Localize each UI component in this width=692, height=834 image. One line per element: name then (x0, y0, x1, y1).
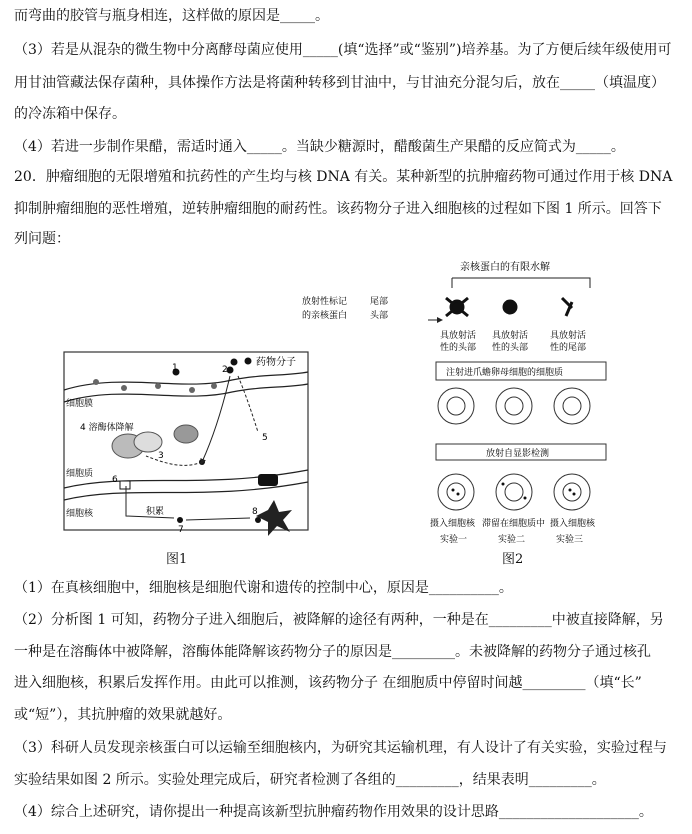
step-number: 5 (262, 433, 268, 443)
step-number: 8 (252, 507, 258, 517)
text-line: 20．肿瘤细胞的无限增殖和抗药性的产生均与核 DNA 有关。某种新型的抗肿瘤药物可通过作用于核 DNA (14, 169, 673, 185)
text-line: （3）科研人员发现亲核蛋白可以运输至细胞核内，为研究其运输机理，有人设计了有关实验，实验过程与 (14, 740, 667, 756)
step-number: 1 (172, 363, 178, 373)
result-label: 摄入细胞核 (430, 519, 476, 529)
figure-1 (62, 350, 312, 546)
result-label: 摄入细胞核 (550, 519, 596, 529)
label-membrane: 细胞膜 (66, 399, 94, 409)
experiment-label: 实验一 (440, 535, 468, 545)
result-label: 滞留在细胞质中 (482, 519, 546, 529)
text-line: 一种是在溶酶体中被降解，溶酶体能降解该药物分子的原因是_________。未被降解的药物分子通过核孔 (14, 644, 651, 660)
fig2-top-label: 亲核蛋白的有限水解 (460, 262, 550, 273)
box-autoradiography: 放射自显影检测 (486, 449, 550, 459)
step-number: 7 (178, 525, 184, 535)
text-line: （3）若是从混杂的微生物中分离酵母菌应使用_____(填“选择”或“鉴别”)培养基。为了方便后续年级使用可 (14, 42, 672, 58)
fig2-tail-label: 尾部 (370, 297, 389, 307)
col-label: 性的头部 (492, 343, 529, 353)
fig2-left-label: 放射性标记 (302, 297, 348, 307)
text-line: 实验结果如图 2 所示。实验处理完成后，研究者检测了各组的_________，结果表明_________。 (14, 772, 606, 788)
col-label: 具放射活 (550, 331, 587, 341)
experiment-label: 实验三 (556, 535, 584, 545)
label-lysosome: 4 溶酶体降解 (80, 423, 134, 433)
fig2-left-label: 的亲核蛋白 (302, 311, 348, 321)
text-line: （2）分析图 1 可知，药物分子进入细胞后，被降解的途径有两种，一种是在_________中被直接降解，另 (14, 612, 664, 628)
col-label: 性的尾部 (550, 343, 587, 353)
text-line: （1）在真核细胞中，细胞核是细胞代谢和遗传的控制中心，原因是__________。 (14, 580, 513, 596)
text-line: 抑制肿瘤细胞的恶性增殖，逆转肿瘤细胞的耐药性。该药物分子进入细胞核的过程如下图 1 所示。回答下 (14, 201, 662, 217)
figure-2-caption: 图2 (502, 552, 524, 567)
text-line: 或“短”），其抗肿瘤的效果就越好。 (14, 707, 232, 723)
step-number: 6 (112, 475, 118, 485)
text-line: 用甘油管藏法保存菌种，具体操作方法是将菌种转移到甘油中，与甘油充分混匀后，放在_____（填温度） (14, 75, 665, 91)
label-accumulate: 积累 (146, 507, 165, 517)
text-line: （4）综合上述研究，请你提出一种提高该新型抗肿瘤药物作用效果的设计思路____________________。 (14, 804, 653, 820)
legend-drug: 药物分子 (256, 357, 296, 368)
col-label: 具放射活 (492, 331, 529, 341)
text-line: 的冷冻箱中保存。 (14, 106, 126, 122)
step-number: 2 (222, 365, 228, 375)
text-line: 进入细胞核，积累后发挥作用。由此可以推测，该药物分子 在细胞质中停留时间越_________（填“长” (14, 675, 642, 691)
col-label: 具放射活 (440, 331, 477, 341)
step-number: 3 (158, 451, 164, 461)
experiment-label: 实验二 (498, 535, 526, 545)
col-label: 性的头部 (440, 343, 477, 353)
box-inject: 注射进爪蟾卵母细胞的细胞质 (446, 368, 564, 378)
text-line: 列问题： (14, 231, 70, 247)
figure-1-caption: 图1 (166, 552, 188, 567)
label-cytoplasm: 细胞质 (66, 469, 94, 479)
fig2-head-label: 头部 (370, 311, 389, 321)
label-nucleus: 细胞核 (66, 509, 94, 519)
text-line: 而弯曲的胶管与瓶身相连，这样做的原因是_____。 (14, 8, 329, 24)
text-line: （4）若进一步制作果醋，需适时通入_____。当缺少糖源时，醋酸菌生产果醋的反应简式为_____。 (14, 139, 625, 155)
figure-2 (300, 258, 630, 548)
